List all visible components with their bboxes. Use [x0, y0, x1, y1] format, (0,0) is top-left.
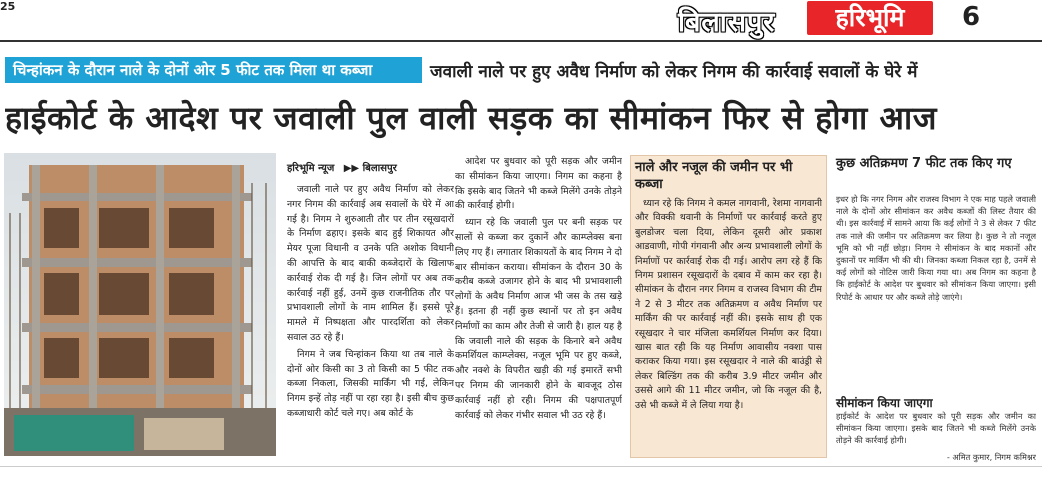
paragraph: ध्यान रहे कि जवाली पुल पर बनी सड़क पर सालों से कब्जा कर दुकानें और काम्प्लेक्स बना लिए गए हैं। लगातार शिकायतों के बाद निगम ने दो बार सीमांकन कराया। सीमांकन के दौरान 30 के करीब कब्जे उजागर होने के बाद भी प्रभावशाली लोगों के अवैध निर्माण आज भी जस के तस खड़े हैं। इतना ही नहीं कुछ स्थानों पर तो इन अवैध निर्माणों का काम और तेजी से जारी है। हाल यह है कि जवाली नाले की सड़क के किनारे बने अवैध कमर्शियल काम्प्लेक्स, नजूल भूमि पर हुए कब्जे, और नक्शे के विपरीत खड़ी की गई इमारतें सभी पर निगम की जानकारी होने के बावजूद ठोस कार्रवाई नहीं हो रही। निगम की पक्षपातपूर्ण कार्रवाई को लेकर गंभीर सवाल भी उठ रहे हैं। — [455, 217, 622, 421]
quote-signature: - अमित कुमार, निगम कमिश्नर — [946, 451, 1036, 462]
paragraph: इधर हो कि नगर निगम और राजस्व विभाग ने एक माह पहले जवाली नाले के दोनों ओर सीमांकन कर अवैध कब्जों की लिस्ट तैयार की थी। इस कार्रवाई में सामने आया कि कई लोगों ने 3 से लेकर 7 फीट तक नाले की जमीन पर अतिक्रमण कर लिया है। कुछ ने तो नजूल भूमि को भी नहीं छोड़ा। निगम ने सीमांकन के बाद मकानों और दुकानों पर मार्किंग भी की थी। जिनका कब्जा निकल रहा है, उनमें से कई लोगों को नोटिस जारी किया गया था। अब निगम का कहना है कि हाईकोर्ट के आदेश पर बुधवार को सीमांकन किया जाएगा। इसी रिपोर्ट के आधार पर और कब्जे तोड़े जाएंगे। — [836, 194, 1036, 302]
paragraph: जवाली नाले पर हुए अवैध निर्माण को लेकर नगर निगम की कार्रवाई अब सवालों के घेरे में आ गई है। निगम ने शुरुआती तौर पर तीन रसूखदारों के निर्माण ढहाए। इसके बाद हुई शिकायत और मेयर पूजा विधानी व उनके पति अशोक विधानी की आपत्ति के बाद बाकी कब्जेदारों के खिलाफ कार्रवाई रोक दी गई है। जिन लोगों पर अब तक कार्रवाई नहीं हुई, उनमें कुछ राजनीतिक तौर पर प्रभावशाली लोगों के नाम शामिल हैं। इससे पूरे मामले में निष्पक्षता और पारदर्शिता को लेकर सवाल उठ रहे हैं। — [287, 184, 454, 343]
newspaper-logo: हरिभूमि — [807, 1, 933, 35]
paragraph: निगम ने जब चिन्हांकन किया था तब नाले के दोनों ओर किसी का 3 तो किसी का 5 फीट तक कब्जा निकला, जिसकी मार्किंग भी गई, लेकिन निगम इन्हें तोड़ नहीं पा रहा रहा है। इसी बीच कुछ कब्जाधारी कोर्ट चले गए। अब कोर्ट के — [287, 348, 454, 419]
byline-source: हरिभूमि न्यूज — [287, 163, 335, 174]
building-photo — [4, 153, 276, 456]
right-section-title-2: सीमांकन किया जाएगा — [836, 396, 933, 410]
kicker-box: चिन्हांकन के दौरान नाले के दोनों ओर 5 फीट तक मिला था कब्जा — [5, 57, 422, 83]
kicker-text: जवाली नाले पर हुए अवैध निर्माण को लेकर निगम की कार्रवाई सवालों के घेरे में — [430, 62, 918, 82]
bottom-rule — [0, 466, 1042, 467]
right-section-body-2 — [836, 410, 1036, 468]
sidebar-box-title: नाले और नजूल की जमीन पर भी कब्जा — [635, 160, 793, 192]
page-marker: 25 — [0, 0, 16, 13]
masthead-rule — [0, 40, 1042, 42]
paragraph: ध्यान रहे कि निगम ने कमल नागवानी, रेशमा नागवानी और विक्की थवानी के निर्माणों पर कार्रवाई करते हुए बुलडोजर चला दिया, लेकिन दूसरी ओर प्रकाश आडवाणी, गोपी गंगवानी और अन्य प्रभावशाली लोगों के निर्माणों पर कार्रवाई रोक दी गई। आरोप लग रहे हैं कि निगम प्रशासन रसूखदारों के दबाव में काम कर रहा है। सीमांकन के दौरान नगर निगम व राजस्व विभाग की टीम ने 2 से 3 मीटर तक अतिक्रमण व अवैध निर्माण पर मार्किंग की पर कार्रवाई नहीं की। इसके साथ ही एक रसूखदार ने चार मंजिला कमर्शियल निर्माण कर दिया। खास बात रही कि यह निर्माण आवासीय नक्शा पास कराकर किया गया। इस रसूखदार ने नाले की बाउंड्री से लेकर बिल्डिंग तक की करीब 3.9 मीटर जमीन और उससे आगे की 11 मीटर जमीन, जो कि नजूल की है, उसे भी कब्जे में ले लिया गया है। — [635, 198, 822, 411]
city-edition-title: बिलासपुर — [678, 7, 776, 38]
page-number: 6 — [962, 2, 981, 32]
right-section-body — [836, 193, 1036, 389]
paragraph: आदेश पर बुधवार को पूरी सड़क और जमीन का सीमांकन किया जाएगा। निगम का कहना है कि इसके बाद जितने भी कब्जे मिलेंगे उनके तोड़ने की कार्रवाई होगी। — [455, 156, 622, 212]
byline-place: ▶▶ बिलासपुर — [343, 163, 397, 174]
article-column-2 — [455, 155, 622, 463]
article-column-1 — [287, 183, 454, 463]
paragraph: हाईकोर्ट के आदेश पर बुधवार को पूरी सड़क और जमीन का सीमांकन किया जाएगा। इसके बाद जितने भी कब्जे मिलेंगे उनके तोड़ने की कार्रवाई होगी। — [836, 411, 1036, 446]
byline — [287, 160, 403, 174]
sidebar-box-body — [635, 197, 822, 447]
sidebar-box — [630, 155, 827, 458]
right-section-title: कुछ अतिक्रमण 7 फीट तक किए गए — [836, 156, 1012, 171]
headline: हाईकोर्ट के आदेश पर जवाली पुल वाली सड़क का सीमांकन फिर से होगा आज — [5, 99, 937, 137]
